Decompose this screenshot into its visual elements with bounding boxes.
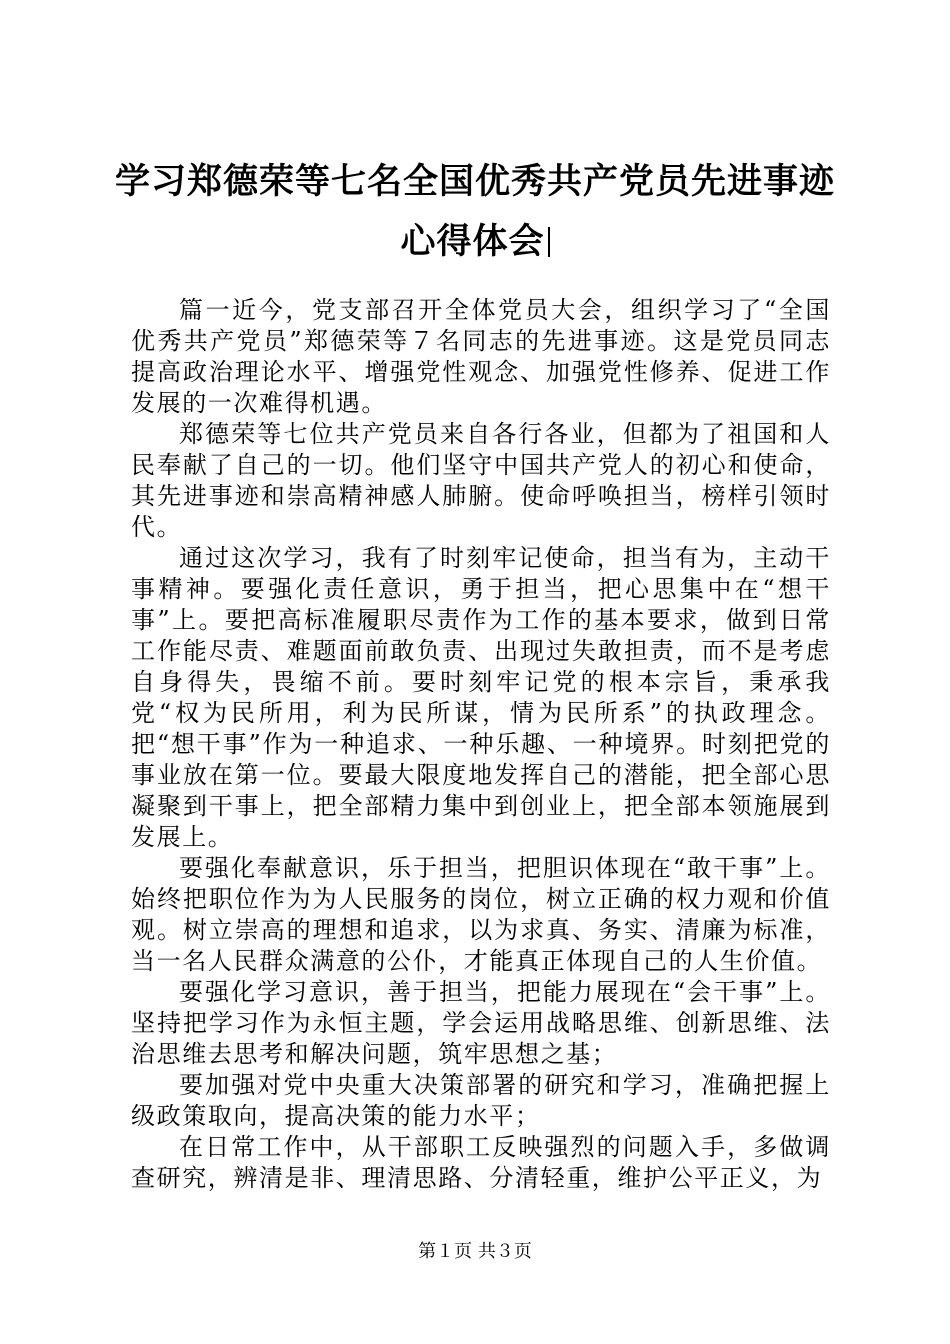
text-cursor: [548, 227, 550, 257]
document-title-line-2: [0, 222, 950, 262]
document-body: [131, 295, 831, 1194]
paragraph: 通过这次学习，我有了时刻牢记使命，担当有为，主动干事精神。要强化责任意识，勇于担当，把心思集中在“想干事”上。要把高标准履职尽责作为工作的基本要求，做到日常工作能尽责、难题面前敢负责、出现过失敢担责，而不是考虑自身得失，畏缩不前。要时刻牢记党的根本宗旨，秉承我党“权为民所用，利为民所谋，情为民所系”的执政理念。把“想干事”作为一种追求、一种乐趣、一种境界。时刻把党的事业放在第一位。要最大限度地发挥自己的潜能，把全部心思凝聚到干事上，把全部精力集中到创业上，把全部本领施展到发展上。: [131, 544, 831, 851]
paragraph: 在日常工作中，从干部职工反映强烈的问题入手，多做调查研究，辨清是非、理清思路、分清轻重，维护公平正义，为: [131, 1133, 831, 1192]
paragraph: 篇一近今，党支部召开全体党员大会，组织学习了“全国优秀共产党员”郑德荣等７名同志的先进事迹。这是党员同志提高政治理论水平、增强党性观念、加强党性修养、促进工作发展的一次难得机遇。: [131, 296, 831, 417]
document-title-line-2-text: 心得体会: [400, 221, 545, 262]
paragraph: 要强化奉献意识，乐于担当，把胆识体现在“敢干事”上。始终把职位作为为人民服务的岗位，树立正确的权力观和价值观。树立崇高的理想和追求，以为求真、务实、清廉为标准，当一名人民群众满意的公仆，才能真正体现自己的人生价值。: [131, 854, 831, 975]
page-footer: 第１页 共３页: [418, 1241, 532, 1262]
document-title-line-1: 学习郑德荣等七名全国优秀共产党员先进事迹: [114, 161, 835, 202]
paragraph: 要强化学习意识，善于担当，把能力展现在“会干事”上。坚持把学习作为永恒主题，学会运用战略思维、创新思维、法治思维去思考和解决问题，筑牢思想之基；: [131, 978, 831, 1068]
paragraph: 要加强对党中央重大决策部署的研究和学习，准确把握上级政策取向，提高决策的能力水平；: [131, 1071, 831, 1130]
paragraph: 郑德荣等七位共产党员来自各行各业，但都为了祖国和人民奉献了自己的一切。他们坚守中国共产党人的初心和使命，其先进事迹和崇高精神感人肺腑。使命呼唤担当，榜样引领时代。: [131, 420, 831, 541]
